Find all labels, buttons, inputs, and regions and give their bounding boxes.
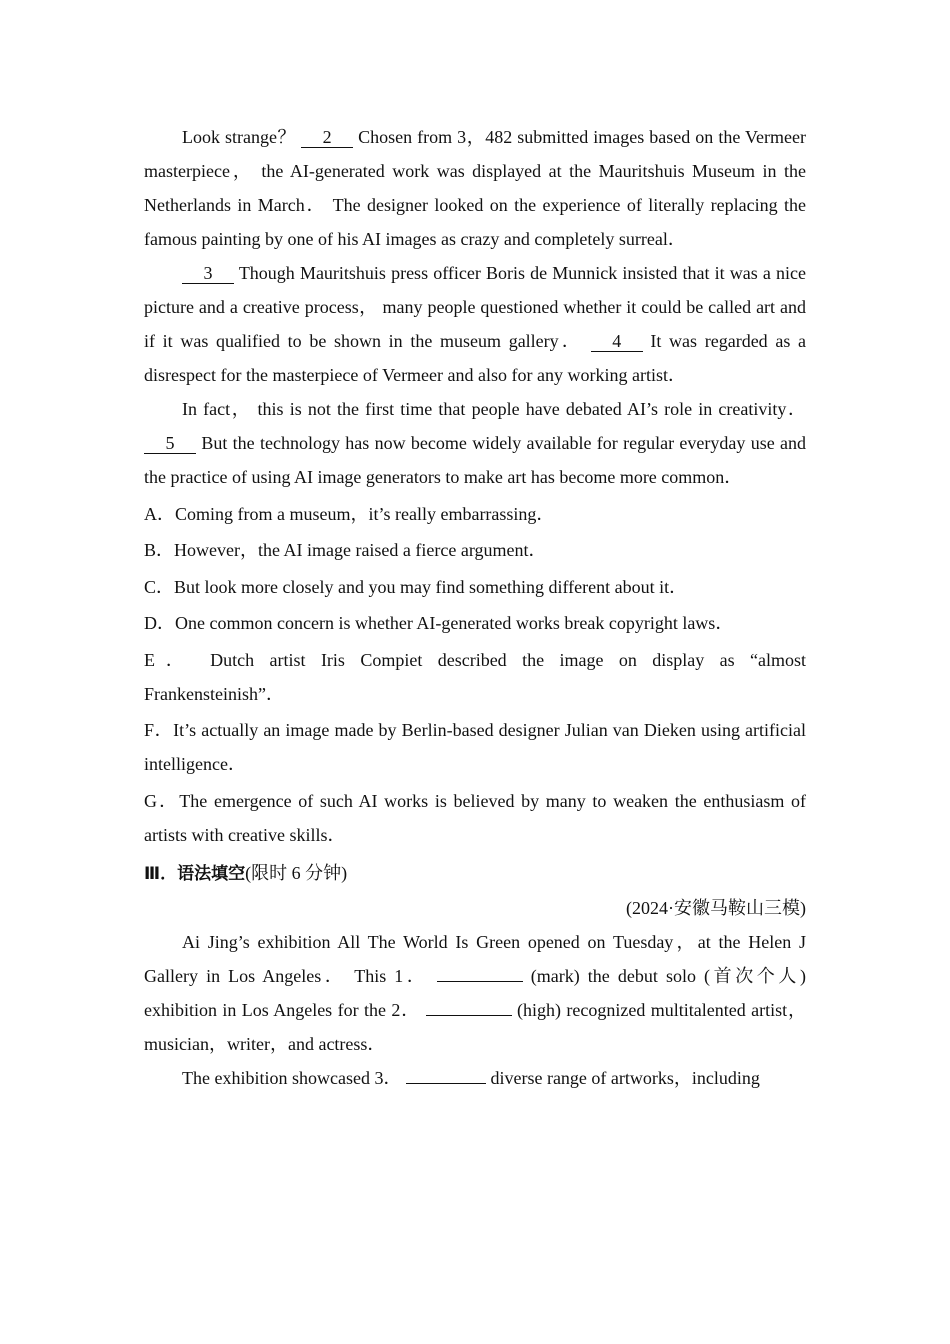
option-d: D．One common concern is whether AI-generated works break copyright laws． bbox=[144, 613, 734, 633]
text: In fact， this is not the first time that people have debated AI’s role in creativity． bbox=[182, 399, 806, 419]
section-heading bbox=[144, 856, 806, 891]
text: Chosen from 3，482 submitted images based on the Vermeer masterpiece， the AI-generated work was displayed at the Mauritshuis Museum in the Netherlands in March． The designer looked on the experience of literally replacing the famous painting by one of his AI images as crazy and completely surreal． bbox=[144, 127, 806, 249]
paragraph-2 bbox=[144, 256, 806, 392]
option-a: A．Coming from a museum，it’s really embarrassing． bbox=[144, 503, 555, 524]
answer-blank-4[interactable]: 4 bbox=[591, 331, 643, 352]
option-e: E． Dutch artist Iris Compiet described the image on display as “almost Frankensteinish”． bbox=[144, 649, 806, 704]
grammar-paragraph-2 bbox=[144, 1061, 806, 1095]
answer-blank-3[interactable]: 3 bbox=[182, 263, 234, 284]
option-c: C．But look more closely and you may find something different about it． bbox=[144, 576, 688, 597]
answer-blank-5[interactable]: 5 bbox=[144, 433, 196, 454]
paragraph-3 bbox=[144, 392, 806, 494]
option-f: F．It’s actually an image made by Berlin-based designer Julian van Dieken using artificial intelligence． bbox=[144, 720, 806, 774]
text: diverse range of artworks，including bbox=[490, 1067, 760, 1088]
text: But the technology has now become widely available for regular everyday use and the practice of using AI image generators to make art has become more common． bbox=[144, 433, 806, 487]
section-title: Ⅲ．语法填空 bbox=[144, 863, 246, 884]
text: It was regarded as a disrespect for the masterpiece of Vermeer and also for any working artist． bbox=[144, 331, 807, 385]
text: Look strange？ bbox=[182, 127, 297, 147]
text: The exhibition showcased 3． bbox=[182, 1067, 402, 1088]
paragraph-1 bbox=[144, 120, 806, 256]
grammar-blank-2[interactable] bbox=[426, 1015, 512, 1016]
text: Though Mauritshuis press officer Boris de Munnick insisted that it was a nice picture and a creative process， many people questioned whether it could be called art and if it was qualified to be shown in the museum gallery． bbox=[144, 263, 806, 351]
grammar-blank-3[interactable] bbox=[406, 1083, 486, 1084]
grammar-blank-1[interactable] bbox=[437, 981, 523, 982]
text: (high) recognized multitalented artist，musician，writer，and actress． bbox=[144, 999, 806, 1054]
option-g: G．The emergence of such AI works is believed by many to weaken the enthusiasm of artists with creative skills． bbox=[144, 790, 806, 845]
time-limit-note: (限时 6 分钟) bbox=[245, 862, 348, 883]
answer-blank-2[interactable]: 2 bbox=[301, 127, 353, 148]
text: Ai Jing’s exhibition All The World Is Green opened on Tuesday，at the Helen J Gallery in Los Angeles． This 1． bbox=[144, 931, 806, 986]
document-page bbox=[144, 120, 806, 1095]
grammar-paragraph-1 bbox=[144, 925, 806, 1061]
option-b: B．However，the AI image raised a fierce argument． bbox=[144, 540, 547, 560]
source-note: (2024·安徽马鞍山三模) bbox=[626, 897, 806, 918]
text: (mark) the debut solo (首次个人) exhibition in Los Angeles for the 2． bbox=[144, 965, 807, 1020]
